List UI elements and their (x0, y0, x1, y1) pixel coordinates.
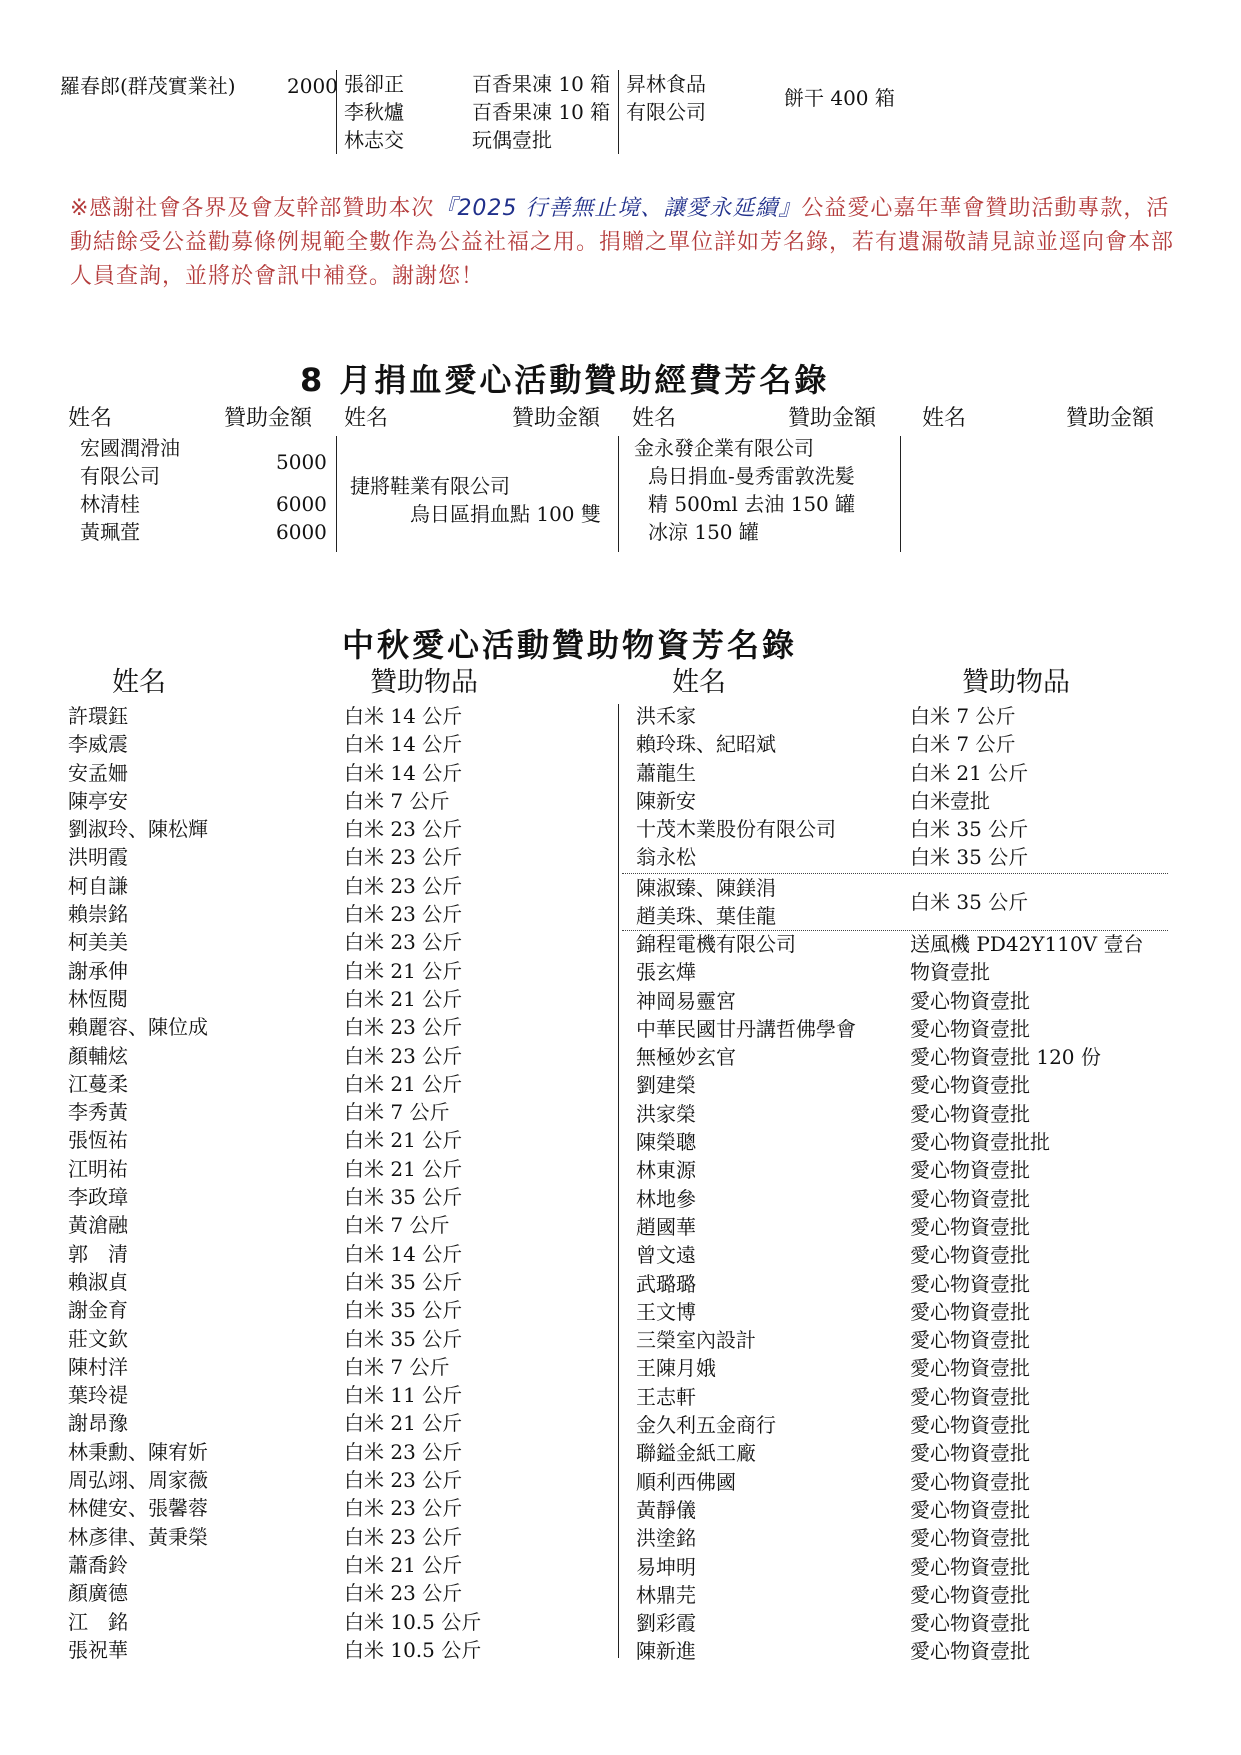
blood-header-name-2: 姓名 (344, 406, 389, 431)
donor-item: 白米 14 公斤 (344, 760, 463, 785)
blood-donor-amount: 6000 (276, 492, 327, 516)
top-name-2: 李秋爐 (344, 100, 404, 124)
donor-name: 柯自謙 (68, 873, 128, 898)
donor-item: 物資壹批 (910, 960, 990, 985)
donor-item: 白米 21 公斤 (910, 760, 1029, 785)
donor-item: 愛心物資壹批 (910, 1016, 1030, 1041)
blood-header-amount-2: 贊助金額 (512, 406, 601, 431)
donor-item: 白米 23 公斤 (344, 902, 463, 927)
donor-item: 愛心物資壹批 (910, 1441, 1030, 1466)
notice-rest: 公益愛心嘉年華會贊助活動專款，活動結餘受公益勸募條例規範全數作為公益社福之用。捐贈之單位詳如芳名錄，若有遺漏敬請見諒並逕向會本部人員查詢，並將於會訊中補登。謝謝您！ (70, 196, 1175, 289)
divider (618, 70, 619, 154)
donor-name: 神岡易靈宮 (636, 988, 736, 1013)
donor-name: 黃滄融 (68, 1213, 128, 1238)
donor-name: 陳新安 (636, 788, 696, 813)
donor-name: 賴麗容、陳位成 (68, 1015, 208, 1040)
donor-name: 江 銘 (68, 1609, 128, 1634)
donor-name: 劉建榮 (636, 1073, 696, 1098)
donor-name: 許環鈺 (68, 704, 128, 728)
donor-name: 柯美美 (68, 930, 128, 955)
donor-item: 愛心物資壹批 (910, 1186, 1030, 1211)
donor-name: 賴淑貞 (68, 1269, 128, 1294)
donor-item: 愛心物資壹批 (910, 1554, 1030, 1579)
donor-name: 周弘翊、周家薇 (68, 1468, 208, 1493)
donor-name: 賴玲珠、紀昭斌 (636, 732, 776, 757)
donor-name: 武璐璐 (636, 1271, 696, 1296)
donor-item: 白米 23 公斤 (344, 1496, 463, 1521)
donor-item: 愛心物資壹批 (910, 1384, 1030, 1409)
donor-name: 顏廣德 (68, 1581, 128, 1606)
donor-name: 李秀黃 (68, 1100, 128, 1125)
divider (618, 704, 619, 1658)
donor-name: 林健安、張馨蓉 (68, 1496, 208, 1521)
donor-item: 愛心物資壹批 (910, 1469, 1030, 1494)
donor-item: 白米 23 公斤 (344, 1581, 463, 1606)
donor-name: 江蔓柔 (68, 1071, 128, 1096)
divider (336, 436, 337, 552)
donor-item: 愛心物資壹批 (910, 1328, 1030, 1353)
top-name-1: 張卻正 (344, 72, 404, 96)
donor-item: 白米 21 公斤 (344, 1411, 463, 1436)
donor-item: 白米 35 公斤 (344, 1326, 463, 1351)
donor-item: 白米 21 公斤 (344, 1128, 463, 1153)
donor-name: 江明祐 (68, 1156, 128, 1181)
donor-item: 愛心物資壹批 (910, 1413, 1030, 1438)
donor-name: 洪禾家 (636, 704, 696, 728)
top-donor-name: 羅春郎(群茂實業社) (60, 74, 236, 98)
donor-name: 林秉勳、陳宥妡 (68, 1439, 208, 1464)
donor-name: 張玄燁 (636, 960, 696, 985)
donor-name: 十茂木業股份有限公司 (636, 817, 836, 842)
donor-item: 白米 14 公斤 (344, 704, 463, 728)
top-company-line-1: 昇林食品 (626, 72, 706, 96)
notice-lead: ※感謝社會各界及會友幹部贊助本次 (70, 196, 435, 221)
divider (336, 70, 337, 154)
donor-name: 陳亭安 (68, 788, 128, 813)
divider (618, 436, 619, 552)
donor-item: 白米壹批 (910, 788, 990, 813)
donor-item: 愛心物資壹批 (910, 1497, 1030, 1522)
divider (900, 436, 901, 552)
donor-item: 白米 35 公斤 (344, 1269, 463, 1294)
donor-item: 白米 23 公斤 (344, 1439, 463, 1464)
donor-item: 白米 23 公斤 (344, 930, 463, 955)
donor-name: 王陳月娥 (636, 1356, 716, 1381)
donor-item: 白米 23 公斤 (344, 1524, 463, 1549)
autumn-header-name-right: 姓名 (672, 667, 726, 698)
donor-name: 賴崇銘 (68, 902, 128, 927)
donor-name: 中華民國甘丹講哲佛學會 (636, 1016, 856, 1041)
donor-item: 白米 21 公斤 (344, 986, 463, 1011)
donor-item: 白米 23 公斤 (344, 845, 463, 870)
donor-item: 愛心物資壹批 (910, 1611, 1030, 1636)
donor-name: 劉彩霞 (636, 1611, 696, 1636)
donor-name: 聯鎰金紙工廠 (636, 1441, 756, 1466)
left-donor-items (344, 702, 481, 1664)
donor-name: 翁永松 (636, 845, 696, 870)
donor-name: 洪家榮 (636, 1101, 696, 1126)
donor-name: 林彥律、黃秉榮 (68, 1524, 208, 1549)
top-donor-amount: 2000 (287, 74, 338, 98)
donor-item: 白米 21 公斤 (344, 1552, 463, 1577)
notice-paragraph (70, 192, 1182, 294)
blood-donor-name: 宏國潤滑油 (80, 436, 180, 460)
blood-header-amount-3: 贊助金額 (788, 406, 877, 431)
blood-donor-name: 捷將鞋業有限公司 (350, 474, 510, 498)
donor-name: 郭 清 (68, 1241, 128, 1266)
mid-autumn-title: 中秋愛心活動贊助物資芳名錄 (342, 626, 798, 664)
donor-name: 張祝華 (68, 1637, 128, 1662)
donor-item: 白米 7 公斤 (344, 788, 450, 813)
donor-item: 白米 10.5 公斤 (344, 1609, 482, 1634)
right-top-donor-names (636, 702, 836, 872)
donor-item: 愛心物資壹批 (910, 1356, 1030, 1381)
donor-item: 愛心物資壹批 (910, 1271, 1030, 1296)
donor-item: 愛心物資壹批批 (910, 1130, 1050, 1155)
blood-donor-name: 林清桂 (80, 492, 140, 516)
blood-donor-name: 有限公司 (80, 464, 160, 488)
donor-name: 劉淑玲、陳松輝 (68, 817, 208, 842)
group-donor-item: 白米 35 公斤 (910, 890, 1029, 914)
blood-header-name-1: 姓名 (68, 406, 113, 431)
donor-name: 王志軒 (636, 1384, 696, 1409)
autumn-header-item-left: 贊助物品 (370, 667, 478, 698)
donor-name: 洪塗銘 (636, 1526, 696, 1551)
donor-name: 陳新進 (636, 1639, 696, 1664)
donor-name: 謝承伸 (68, 958, 128, 983)
donor-name: 順利西佛國 (636, 1469, 736, 1494)
donor-item: 愛心物資壹批 (910, 1073, 1030, 1098)
donor-item: 白米 7 公斤 (344, 1213, 450, 1238)
donor-name: 林地參 (636, 1186, 696, 1211)
donor-item: 白米 35 公斤 (910, 845, 1029, 870)
top-item-1: 百香果凍 10 箱 (472, 72, 611, 96)
donor-item: 愛心物資壹批 120 份 (910, 1045, 1101, 1070)
donor-item: 白米 7 公斤 (344, 1100, 450, 1125)
donor-name: 黃靜儀 (636, 1497, 696, 1522)
donor-name: 陳村洋 (68, 1354, 128, 1379)
blood-donor-detail: 精 500ml 去油 150 罐 (648, 492, 856, 516)
donor-item: 白米 23 公斤 (344, 1043, 463, 1068)
donor-item: 白米 23 公斤 (344, 873, 463, 898)
donor-name: 蕭喬鈴 (68, 1552, 128, 1577)
top-company-line-2: 有限公司 (626, 100, 706, 124)
blood-donor-detail: 烏日區捐血點 100 雙 (410, 502, 601, 526)
donor-item: 愛心物資壹批 (910, 1582, 1030, 1607)
donor-name: 趙國華 (636, 1214, 696, 1239)
donor-item: 白米 21 公斤 (344, 1156, 463, 1181)
donor-item: 愛心物資壹批 (910, 1299, 1030, 1324)
donor-item: 愛心物資壹批 (910, 1214, 1030, 1239)
group-donor-names: 陳淑臻、陳鎂涓 (636, 876, 776, 900)
donor-item: 愛心物資壹批 (910, 1101, 1030, 1126)
donor-name: 張恆祐 (68, 1128, 128, 1153)
donor-name: 陳榮聰 (636, 1130, 696, 1155)
notice-campaign-name: 『2025 行善無止境、讓愛永延續』 (434, 196, 802, 221)
donor-item: 白米 10.5 公斤 (344, 1637, 482, 1662)
right-bottom-donor-items (910, 930, 1143, 1666)
donor-name: 林恆閱 (68, 986, 128, 1011)
blood-drive-title: 8 月捐血愛心活動贊助經費芳名錄 (300, 361, 830, 399)
donor-item: 白米 35 公斤 (910, 817, 1029, 842)
blood-header-amount-1: 贊助金額 (224, 406, 313, 431)
donor-name: 莊文欽 (68, 1326, 128, 1351)
autumn-header-name-left: 姓名 (112, 667, 166, 698)
donor-name: 安孟姍 (68, 760, 128, 785)
donor-name: 謝金育 (68, 1298, 128, 1323)
donor-name: 金久利五金商行 (636, 1413, 776, 1438)
donor-name: 林鼎芫 (636, 1582, 696, 1607)
top-name-3: 林志交 (344, 128, 404, 152)
donor-item: 白米 14 公斤 (344, 1241, 463, 1266)
blood-donor-amount: 5000 (276, 450, 327, 474)
donor-item: 白米 11 公斤 (344, 1383, 463, 1408)
right-bottom-donor-names (636, 930, 856, 1666)
donor-name: 三榮室內設計 (636, 1328, 756, 1353)
donor-item: 愛心物資壹批 (910, 988, 1030, 1013)
donor-item: 白米 23 公斤 (344, 817, 463, 842)
donor-item: 送風機 PD42Y110V 壹台 (910, 932, 1144, 956)
right-top-donor-items (910, 702, 1028, 872)
donor-item: 白米 7 公斤 (344, 1354, 450, 1379)
blood-donor-detail: 冰涼 150 罐 (648, 520, 759, 544)
blood-donor-name: 金永發企業有限公司 (634, 436, 814, 460)
blood-header-name-3: 姓名 (632, 406, 677, 431)
donor-name: 李威震 (68, 732, 128, 757)
donor-name: 林東源 (636, 1158, 696, 1183)
donor-item: 白米 23 公斤 (344, 1015, 463, 1040)
donor-name: 顏輔炫 (68, 1043, 128, 1068)
autumn-header-item-right: 贊助物品 (962, 667, 1070, 698)
top-item-2: 百香果凍 10 箱 (472, 100, 611, 124)
donor-name: 曾文遠 (636, 1243, 696, 1268)
donor-item: 愛心物資壹批 (910, 1243, 1030, 1268)
donor-name: 王文博 (636, 1299, 696, 1324)
donor-item: 白米 14 公斤 (344, 732, 463, 757)
donor-item: 白米 35 公斤 (344, 1298, 463, 1323)
donor-name: 李政璋 (68, 1185, 128, 1210)
donor-item: 愛心物資壹批 (910, 1526, 1030, 1551)
blood-donor-detail: 烏日捐血-曼秀雷敦洗髮 (648, 464, 855, 488)
donor-item: 白米 7 公斤 (910, 732, 1016, 757)
blood-donor-amount: 6000 (276, 520, 327, 544)
top-item-3: 玩偶壹批 (472, 128, 552, 152)
donor-name: 謝昂豫 (68, 1411, 128, 1436)
donor-name: 蕭龍生 (636, 760, 696, 785)
donor-item: 白米 21 公斤 (344, 1071, 463, 1096)
blood-header-amount-4: 贊助金額 (1066, 406, 1155, 431)
donor-item: 愛心物資壹批 (910, 1158, 1030, 1183)
donor-item: 白米 21 公斤 (344, 958, 463, 983)
donor-name: 洪明霞 (68, 845, 128, 870)
blood-donor-name: 黃珮萓 (80, 520, 140, 544)
blood-header-name-4: 姓名 (922, 406, 967, 431)
donor-item: 白米 23 公斤 (344, 1468, 463, 1493)
donor-name: 易坤明 (636, 1554, 696, 1579)
donor-name: 無極妙玄官 (636, 1045, 736, 1070)
donor-name: 葉玲禔 (68, 1383, 128, 1408)
left-donor-names (68, 702, 208, 1664)
donor-item: 白米 7 公斤 (910, 704, 1016, 728)
donor-item: 白米 35 公斤 (344, 1185, 463, 1210)
donor-name: 錦程電機有限公司 (636, 932, 796, 956)
donor-item: 愛心物資壹批 (910, 1639, 1030, 1664)
group-donor-names: 趙美珠、葉佳龍 (636, 904, 776, 928)
top-company-item: 餅干 400 箱 (784, 86, 895, 110)
